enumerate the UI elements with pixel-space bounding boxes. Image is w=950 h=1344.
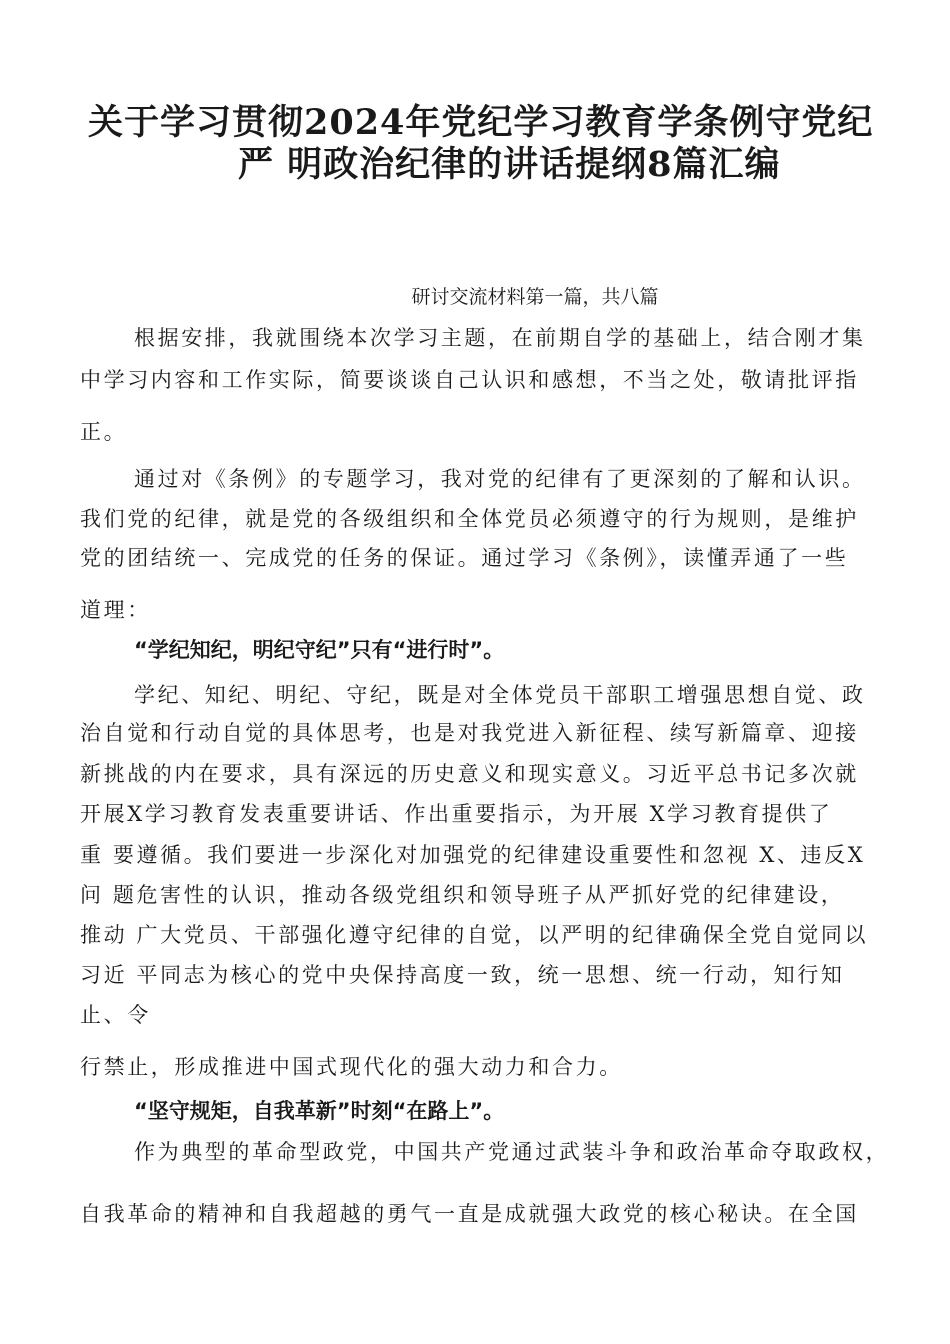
- document-title-line-2: 严 明政治纪律的讲话提纲8篇汇编: [238, 144, 781, 185]
- paragraph-line: 止、令: [80, 1003, 151, 1027]
- paragraph-line: 习近 平同志为核心的党中央保持高度一致，统一思想、统一行动，知行知: [80, 963, 845, 987]
- section-heading: “坚守规矩，自我革新”时刻“在路上”。: [134, 1099, 505, 1123]
- paragraph-line: 开展X学习教育发表重要讲话、作出重要指示，为开展 X学习教育提供了: [80, 802, 833, 826]
- paragraph-line: 行禁止，形成推进中国式现代化的强大动力和合力。: [80, 1055, 623, 1079]
- paragraph-line: 学纪、知纪、明纪、守纪，既是对全体党员干部职工增强思想自觉、政: [134, 683, 866, 707]
- paragraph-line: 重 要遵循。我们要进一步深化对加强党的纪律建设重要性和忽视 X、违反X: [80, 843, 866, 867]
- section-heading: “学纪知纪，明纪守纪”只有“进行时”。: [134, 638, 505, 662]
- document-title-line-1: 关于学习贯彻2024年党纪学习教育学条例守党纪: [88, 102, 874, 143]
- paragraph-line: 问 题危害性的认识，推动各级党组织和领导班子从严抓好党的纪律建设，: [80, 883, 845, 907]
- document-subtitle: 研讨交流材料第一篇，共八篇: [411, 286, 659, 308]
- paragraph-line: 我们党的纪律，就是党的各级组织和全体党员必须遵守的行为规则，是维护: [80, 507, 859, 531]
- paragraph-line: 通过对《条例》的专题学习，我对党的纪律有了更深刻的了解和认识。: [134, 467, 866, 491]
- paragraph-line: 党的团结统一、完成党的任务的保证。通过学习《条例》，读懂弄通了一些: [80, 546, 849, 570]
- paragraph-line: 正。: [80, 420, 128, 444]
- paragraph-line: 自我革命的精神和自我超越的勇气一直是成就强大政党的核心秘诀。在全国: [80, 1202, 859, 1226]
- paragraph-line: 中学习内容和工作实际，简要谈谈自己认识和感想，不当之处，敬请批评指: [80, 368, 859, 392]
- paragraph-line: 道理：: [80, 598, 151, 622]
- paragraph-line: 治自觉和行动自觉的具体思考，也是对我党进入新征程、续写新篇章、迎接: [80, 721, 859, 745]
- paragraph-line: 推动 广大党员、干部强化遵守纪律的自觉，以严明的纪律确保全党自觉同以: [80, 923, 869, 947]
- paragraph-line: 作为典型的革命型政党，中国共产党通过武装斗争和政治革命夺取政权，: [134, 1140, 890, 1164]
- paragraph-line: 新挑战的内在要求，具有深远的历史意义和现实意义。习近平总书记多次就: [80, 762, 859, 786]
- paragraph-line: 根据安排，我就围绕本次学习主题，在前期自学的基础上，结合刚才集: [134, 326, 866, 350]
